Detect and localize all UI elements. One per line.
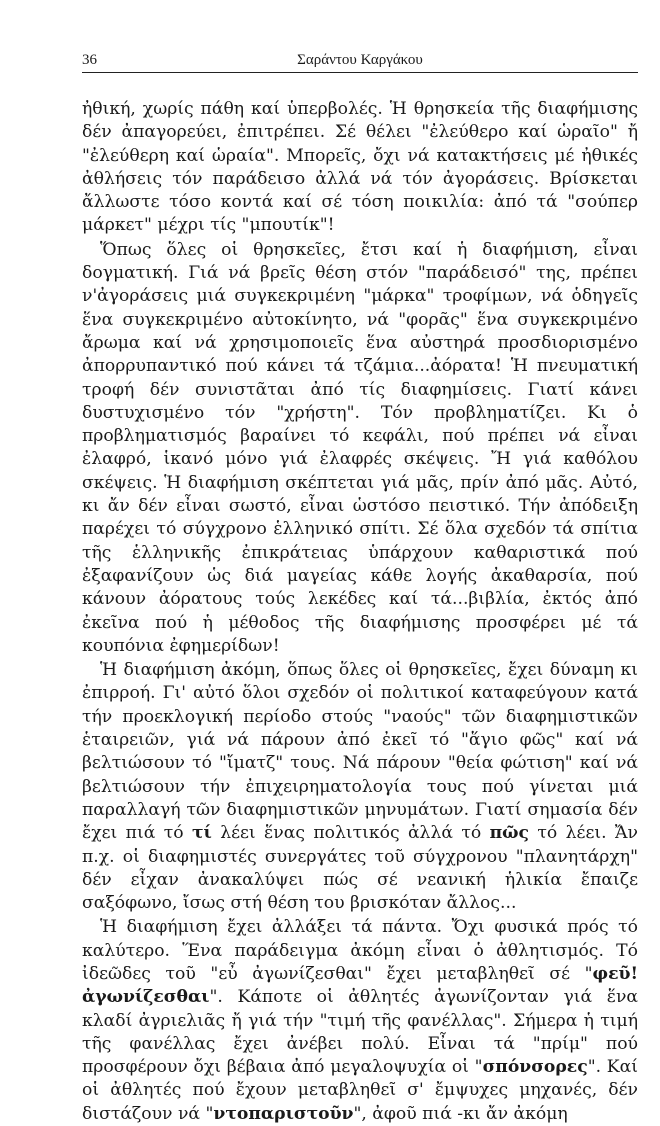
text-run: τό λέει. Ἄν π.χ. οἱ διαφημιστές συνεργάτες τοῦ σύγχρονου "πλανητάρχη" δέν εἶχαν ἀνακαλύψει πώς σέ νεανική ἡλικία ἔπαιζε σαξόφωνο, ἴσως στή θέση του βρισκόταν ἄλλος...	[82, 823, 638, 914]
text-run: Ὅπως ὅλες οἱ θρησκεῖες, ἔτσι καί ἡ διαφήμιση, εἶναι δογματική. Γιά νά βρεῖς θέση στόν "παράδεισό" της, πρέπει ν'ἀγοράσεις μιά συγκεκριμένη "μάρκα" τροφίμων, νά ὁδηγεῖς ἕνα συγκεκριμένο αὐτοκίνητο, νά "φορᾶς" ἕνα συγκεκριμένο ἄρωμα καί νά χρησιμοποιεῖς ἕνα αὐστηρά προσδιορισμένο ἀπορρυπαντικό πού κάνει τά τζάμια...ἀόρατα! Ἡ πνευματική τροφή δέν συνιστᾶται ἀπό τίς διαφημίσεις. Γιατί κάνει δυστυχισμένο τόν "χρήστη". Τόν προβληματίζει. Κι ὁ προβληματισμός βαραίνει τό κεφάλι, πού πρέπει νά εἶναι ἐλαφρό, ἱκανό μόνο γιά ἐλαφρές σκέψεις. Ἤ γιά καθόλου σκέψεις. Ἡ διαφήμιση σκέπτεται γιά μᾶς, πρίν ἀπό μᾶς. Αὐτό, κι ἄν δέν εἶναι σωστό, εἶναι ὡστόσο πειστικό. Τήν ἀπόδειξη παρέχει τό σύγχρονο ἑλληνικό σπίτι. Σέ ὅλα σχεδόν τά σπίτια τῆς ἑλληνικῆς ἐπικράτειας ὑπάρχουν καθαριστικά πού ἐξαφανίζουν ὡς διά μαγείας κάθε λογής ἀκαθαρσία, πού κάνουν ἀόρατους τούς λεκέδες καί τά...βιβλία, ἐκτός ἀπό ἐκεῖνα πού ἡ μέθοδος τῆς διαφήμισης προσφέρει μέ τά κουπόνια ἐφημερίδων!	[82, 239, 638, 656]
page-number: 36	[82, 52, 97, 68]
running-title: Σαράντου Καργάκου	[297, 52, 423, 68]
emphasized-text: ντοπαριστοῦν	[213, 1103, 354, 1124]
paragraph	[82, 98, 638, 238]
paragraph	[82, 239, 638, 658]
emphasized-text: φεῦ! ἀγωνίζεσθαι	[82, 963, 638, 1008]
text-run: ἠθική, χωρίς πάθη καί ὑπερβολές. Ἡ θρησκεία τῆς διαφήμισης δέν ἀπαγορεύει, ἐπιτρέπει. Σέ θέλει "ἐλεύθερο καί ὡραῖο" ἤ "ἐλεύθερη καί ὡραία". Μπορεῖς, ὄχι νά κατακτήσεις μέ ἠθικές ἀθλήσεις τόν παράδεισο ἀλλά νά τόν ἀγοράσεις. Βρίσκεται ἄλλωστε τόσο κοντά καί σέ τόση ποικιλία: ἀπό τά "σούπερ μάρκετ" μέχρι τίς "μπουτίκ"!	[82, 99, 638, 236]
text-run: Ἡ διαφήμιση ἔχει ἀλλάξει τά πάντα. Ὄχι φυσικά πρός τό καλύτερο. Ἕνα παράδειγμα ἀκόμη εἶναι ὁ ἀθλητισμός. Τό ἰδεῶδες τοῦ "εὖ ἀγωνίζεσθαι" ἔχει μεταβληθεῖ σέ "	[82, 917, 638, 984]
text-run: ", ἀφοῦ πιά -κι ἄν ἀκόμη	[353, 1103, 568, 1124]
page-header	[82, 50, 638, 73]
paragraph	[82, 916, 638, 1126]
text-run: ". Καί οἱ ἀθλητές πού ἔχουν μεταβληθεῖ σ' ἔμψυχες μηχανές, δέν διστάζουν νά "	[82, 1057, 638, 1124]
text-run: ". Κάποτε οἱ ἀθλητές ἀγωνίζονταν γιά ἕνα κλαδί ἀγριελιᾶς ἤ γιά τήν "τιμή τῆς φανέλλας". Σήμερα ἡ τιμή τῆς φανέλλας ἔχει ἀνέβει πολύ. Εἶναι τά "πρίμ" πού προσφέρουν ὄχι βέβαια ἀπό μεγαλοψυχία οἱ "	[82, 987, 638, 1078]
text-run: λέει ἕνας πολιτικός ἀλλά τό	[211, 823, 490, 844]
paragraph	[82, 659, 638, 915]
text-run: Ἡ διαφήμιση ἀκόμη, ὅπως ὅλες οἱ θρησκεῖες, ἔχει δύναμη κι ἐπιρροή. Γι' αὐτό ὅλοι σχεδόν οἱ πολιτικοί καταφεύγουν κατά τήν προεκλογική περίοδο στούς "ναούς" τῶν διαφημιστικῶν ἑταιρειῶν, γιά νά πάρουν ἀπό ἐκεῖ τό "ἅγιο φῶς" καί νά βελτιώσουν τό "ἴματζ" τους. Νά πάρουν "θεία φώτιση" καί νά βελτιώσουν τήν ἐπιχειρηματολογία τους πού γίνεται μιά παραλλαγή τῶν διαφημιστικῶν μηνυμάτων. Γιατί σημασία δέν ἔχει πιά τό	[82, 660, 638, 844]
body-text	[82, 98, 638, 1126]
emphasized-text: τί	[191, 823, 212, 844]
emphasized-text: σπόνσορες	[482, 1057, 588, 1078]
emphasized-text: πῶς	[489, 823, 530, 844]
